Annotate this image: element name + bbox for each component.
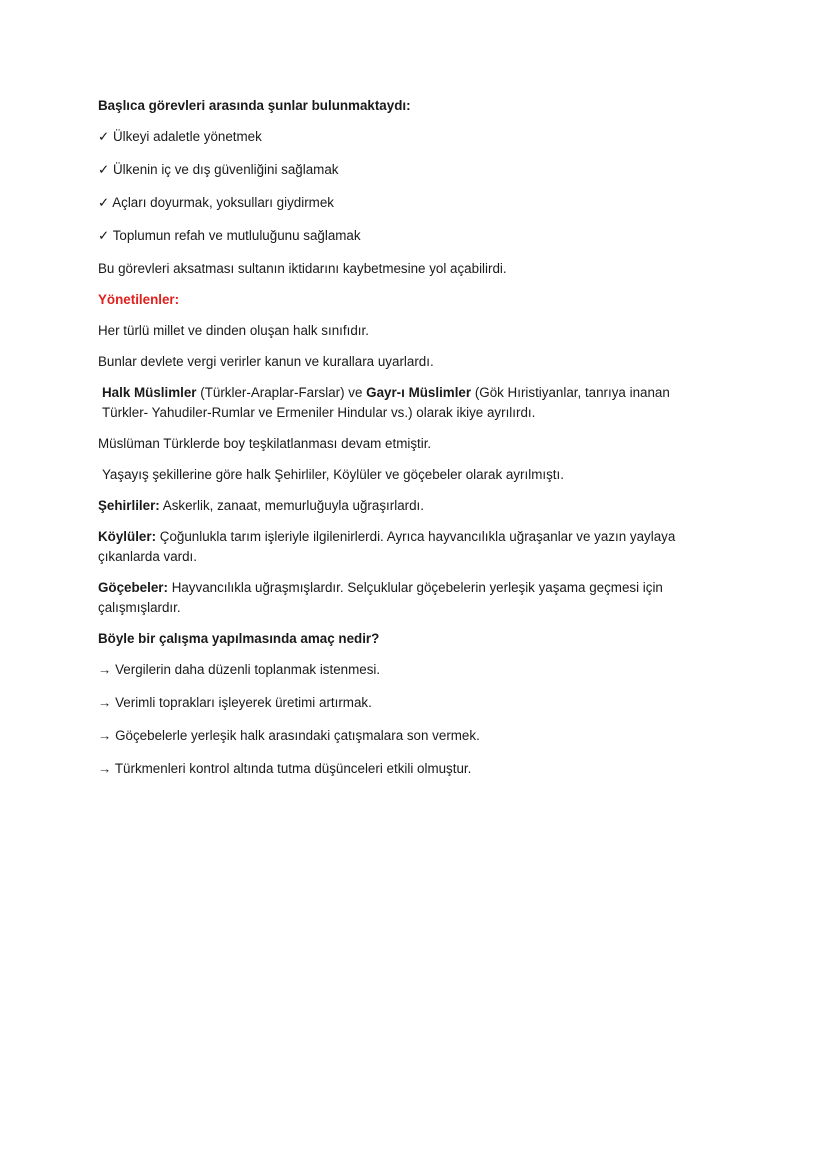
answer-item: → Verimli toprakları işleyerek üretimi artırmak. xyxy=(98,695,372,710)
non-muslims-detail: (Gök Hıristiyanlar, tanrıya inanan Türkler- Yahudiler-Rumlar ve Ermeniler Hindular vs.) olarak ikiye ayrılırdı. xyxy=(102,385,670,420)
urban-paragraph xyxy=(98,496,708,516)
nomads-text: Hayvancılıkla uğraşmışlardır. Selçuklular göçebelerin yerleşik yaşama geçmesi için çalışmışlardır. xyxy=(98,580,663,615)
question-heading: Böyle bir çalışma yapılmasında amaç nedir? xyxy=(98,631,380,646)
tribal-organization: Müslüman Türklerde boy teşkilatlanması devam etmiştir. xyxy=(98,436,432,451)
urban-text: Askerlik, zanaat, memurluğuyla uğraşırlardı. xyxy=(159,498,424,513)
duty-item: ✓ Ülkenin iç ve dış güvenliğini sağlamak xyxy=(98,162,339,177)
nomads-paragraph xyxy=(98,578,708,618)
duty-item: ✓ Açları doyurmak, yoksulları giydirmek xyxy=(98,195,334,210)
non-muslims-label: Gayr-ı Müslimler xyxy=(366,385,472,400)
urban-label: Şehirliler: xyxy=(98,498,160,513)
villagers-paragraph xyxy=(98,527,708,567)
muslims-label: Halk Müslimler xyxy=(102,385,197,400)
answer-item: → Türkmenleri kontrol altında tutma düşünceleri etkili olmuştur. xyxy=(98,761,472,776)
governed-tax: Bunlar devlete vergi verirler kanun ve kurallara uyarlardı. xyxy=(98,354,434,369)
nomads-label: Göçebeler: xyxy=(98,580,168,595)
intro-heading: Başlıca görevleri arasında şunlar bulunmaktaydı: xyxy=(98,98,411,113)
lifestyle-split: Yaşayış şekillerine göre halk Şehirliler, Köylüler ve göçebeler olarak ayrılmıştı. xyxy=(102,467,564,482)
duty-item: ✓ Ülkeyi adaletle yönetmek xyxy=(98,129,262,144)
answer-item: → Vergilerin daha düzenli toplanmak istenmesi. xyxy=(98,662,381,677)
duty-item: ✓ Toplumun refah ve mutluluğunu sağlamak xyxy=(98,228,361,243)
governed-heading: Yönetilenler: xyxy=(98,292,180,307)
governed-definition: Her türlü millet ve dinden oluşan halk sınıfıdır. xyxy=(98,323,369,338)
muslims-detail: (Türkler-Araplar-Farslar) ve xyxy=(196,385,367,400)
religion-split-paragraph xyxy=(98,383,708,423)
villagers-text: Çoğunlukla tarım işleriyle ilgilenirlerdi. Ayrıca hayvancılıkla uğraşanlar ve yazın yaylaya çıkanlarda vardı. xyxy=(98,529,676,564)
document-page xyxy=(98,96,708,792)
duties-note: Bu görevleri aksatması sultanın iktidarını kaybetmesine yol açabilirdi. xyxy=(98,261,507,276)
answer-item: → Göçebelerle yerleşik halk arasındaki çatışmalara son vermek. xyxy=(98,728,480,743)
villagers-label: Köylüler: xyxy=(98,529,157,544)
